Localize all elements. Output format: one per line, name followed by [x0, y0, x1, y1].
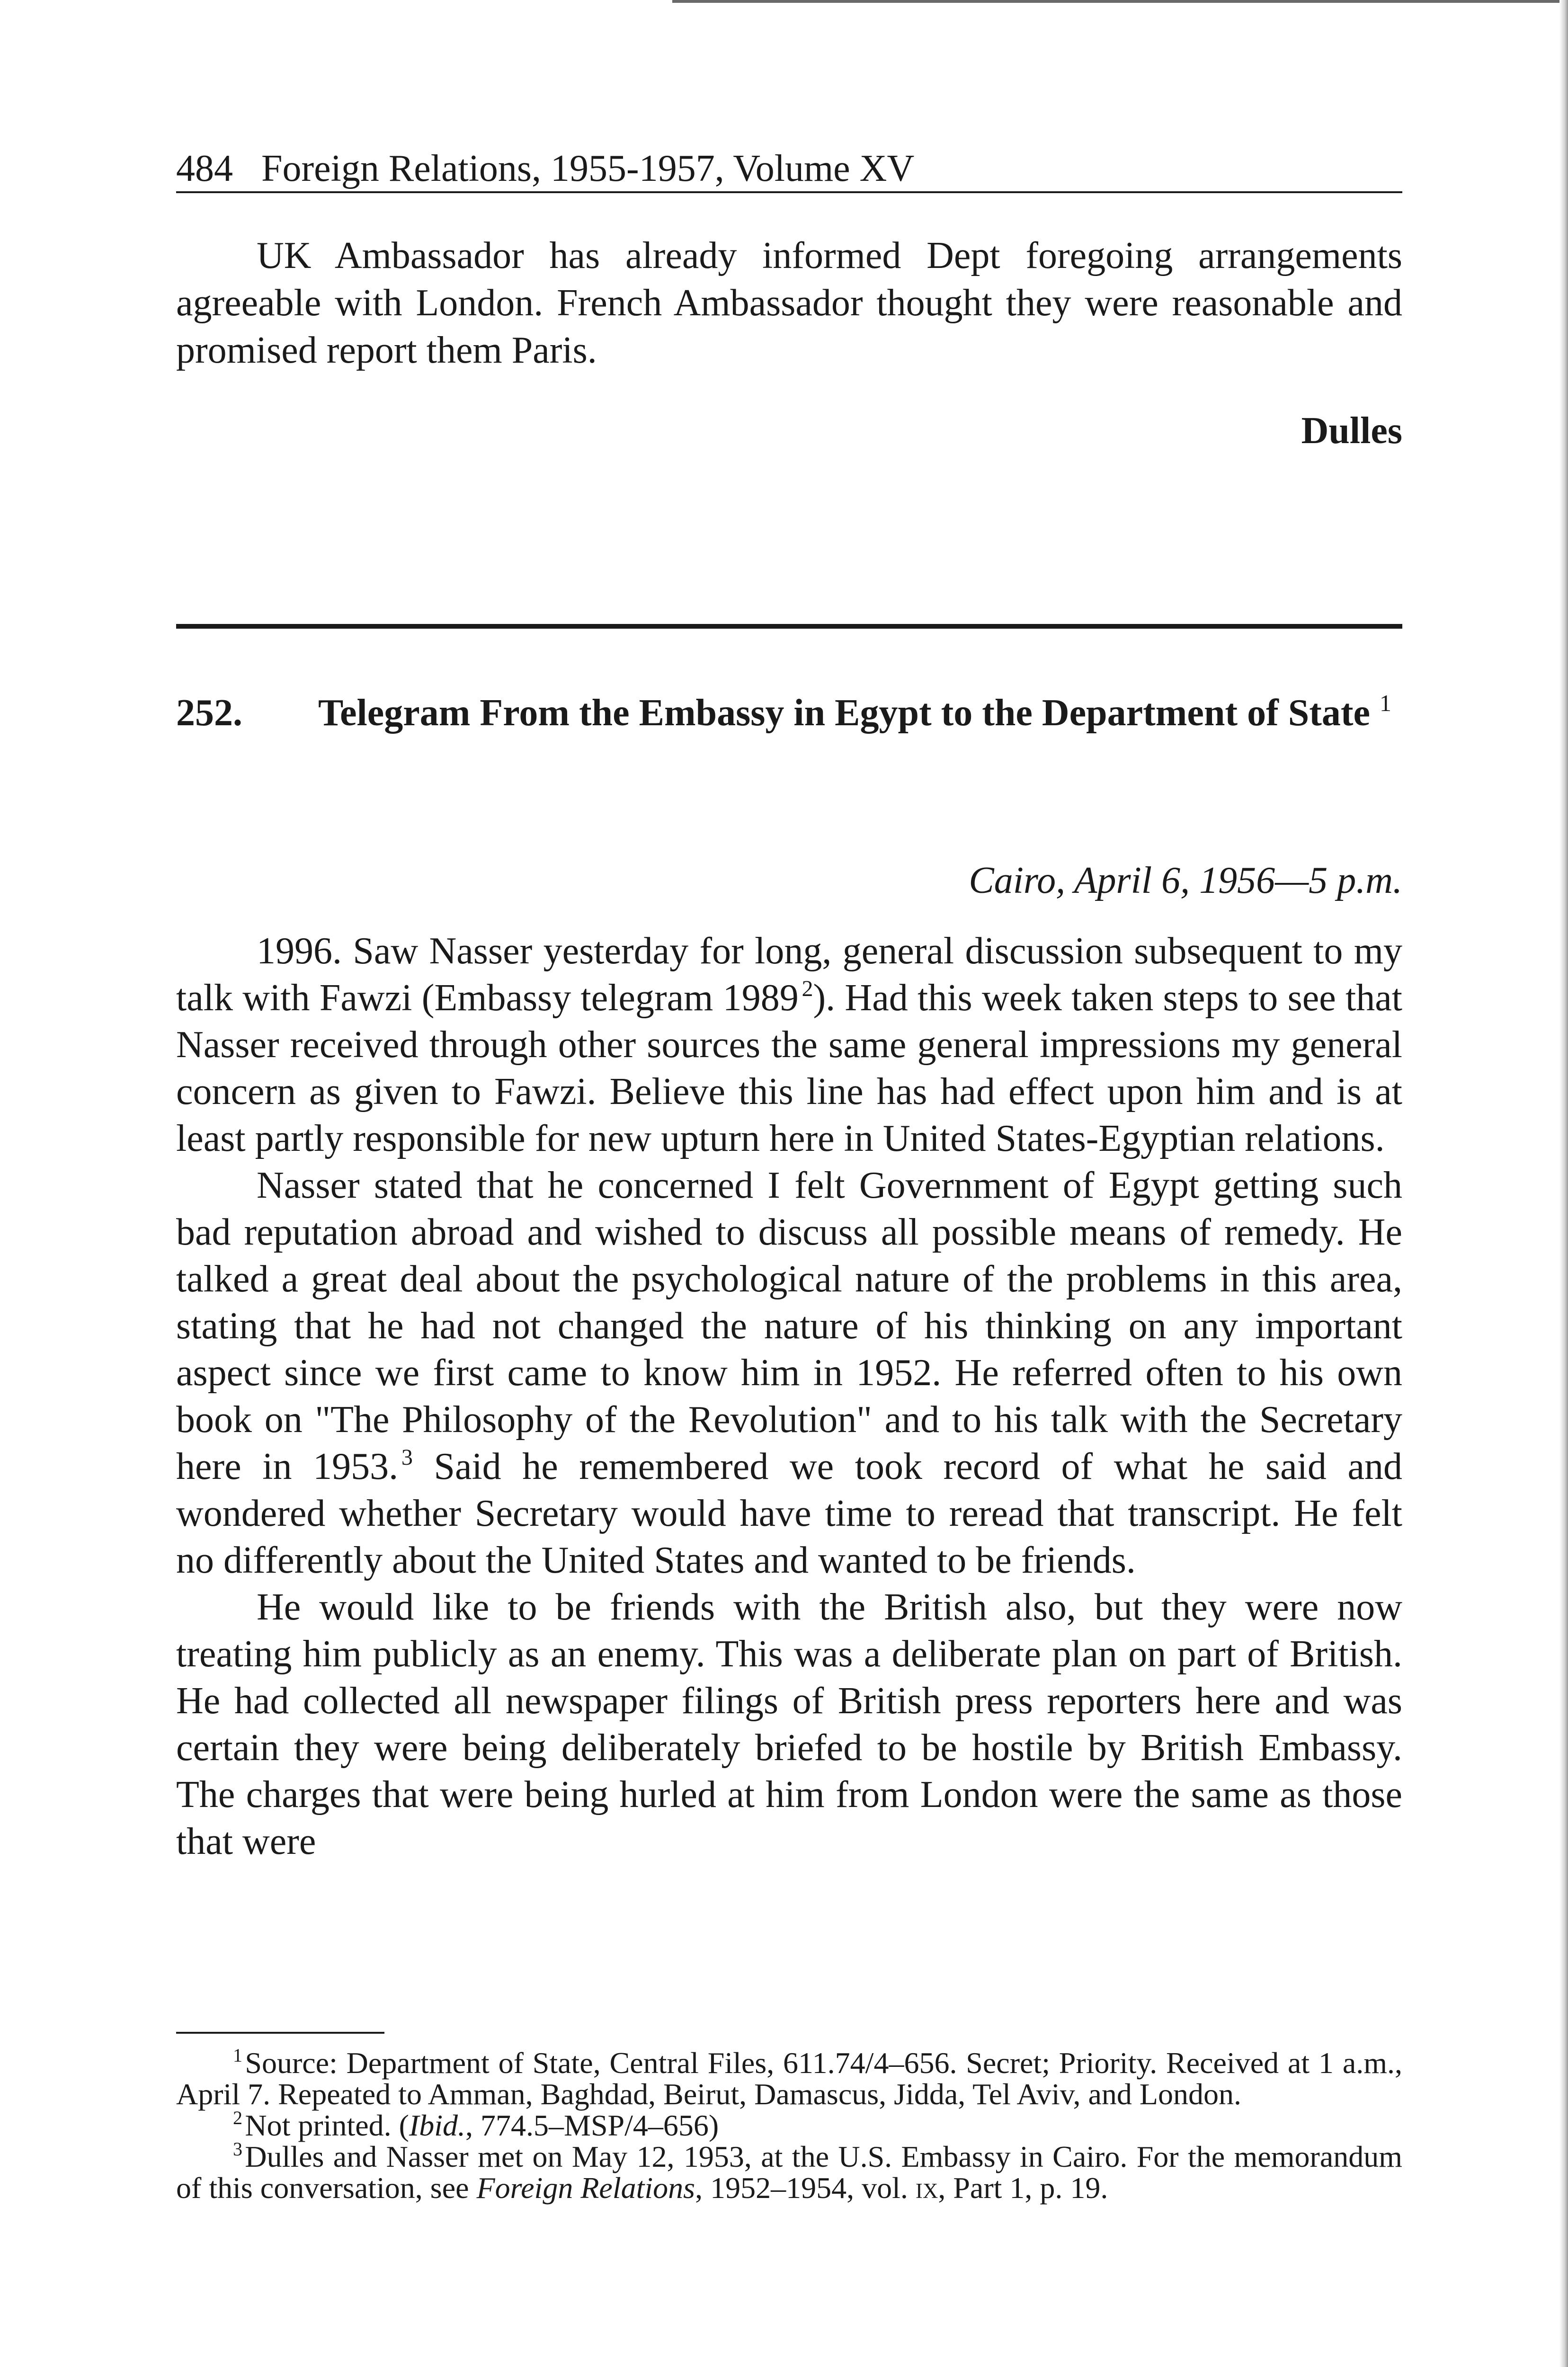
- running-title: Foreign Relations, 1955-1957, Volume XV: [261, 148, 915, 189]
- paragraph-3: He would like to be friends with the British also, but they were now treating him publicly as an enemy. This was a deliberate plan on part of British. He had collected all newspaper filings of British press reporters here and was certain they were being deliberately briefed to be hostile by British Embassy. The charges that were being hurled at him from London were the same as those that were: [176, 1586, 1402, 1862]
- footnote-1-text: Source: Department of State, Central Files, 611.74/4–656. Secret; Priority. Received at 1 a.m., April 7. Repeated to Amman, Baghdad, Beirut, Damascus, Jidda, Tel Aviv, and London.: [176, 2046, 1402, 2111]
- footnote-ref-3: 3: [401, 1445, 413, 1470]
- footnote-3-mark: 3: [233, 2138, 242, 2160]
- running-header: [176, 146, 1402, 193]
- telegram-body: [176, 928, 1402, 1865]
- document-number: 252.: [176, 692, 242, 734]
- continued-paragraph: UK Ambassador has already informed Dept foregoing arrangements agreeable with London. French Ambassador thought they were reasonable and promised report them Paris.: [176, 235, 1402, 371]
- paragraph-1-text-a: 1996. Saw Nasser yesterday for long, general discussion subsequent to my talk with Fawzi (Embassy telegram 1989: [176, 930, 1402, 1019]
- footnote-3-italic-title: Foreign Relations: [476, 2171, 695, 2205]
- footnote-1: [176, 2047, 1402, 2110]
- footnote-rule: [176, 2032, 384, 2034]
- paragraph-2-text-a: Nasser stated that he concerned I felt Government of Egypt getting such bad reputation abroad and wished to discuss all possible means of remedy. He talked a great deal about the psychological nature of the problems in this area, stating that he had not changed the nature of his thinking on any important aspect since we first came to know him in 1952. He referred often to his own book on "The Philosophy of the Revolution" and to his talk with the Secretary here in 1953.: [176, 1165, 1402, 1487]
- footnote-3: [176, 2138, 1402, 2205]
- footnote-3-text-a: Dulles and Nasser met on May 12, 1953, at the U.S. Embassy in Cairo. For the memorandum of this conversation, see: [176, 2140, 1402, 2205]
- footnote-2-text-a: Not printed. (: [245, 2109, 409, 2142]
- dateline: Cairo, April 6, 1956—5 p.m.: [969, 860, 1402, 901]
- document-title-text: Telegram From the Embassy in Egypt to the Department of State: [318, 692, 1370, 734]
- scan-edge-right: [1559, 0, 1568, 2367]
- footnote-2-mark: 2: [233, 2107, 242, 2128]
- signature: Dulles: [1301, 410, 1402, 452]
- page-number: 484: [176, 148, 233, 189]
- footnote-ref-1: 1: [1380, 690, 1391, 716]
- footnote-3-volume: ix: [915, 2171, 938, 2205]
- paragraph-2-text-b: Said he remembered we took record of what he said and wondered whether Secretary would have time to reread that transcript. He felt no differently about the United States and wanted to be friends.: [176, 1446, 1402, 1581]
- footnote-2: [176, 2107, 1402, 2142]
- footnotes: [176, 2047, 1402, 2204]
- scan-edge-top: [672, 0, 1568, 3]
- footnote-2-ibid: Ibid.: [409, 2109, 466, 2142]
- paragraph-1: [176, 928, 1402, 1162]
- section-rule: [176, 624, 1402, 629]
- paragraph-2: [176, 1162, 1402, 1584]
- document-title: [318, 690, 1402, 736]
- footnote-ref-2: 2: [802, 976, 813, 1001]
- paragraph-1-text-b: ). Had this week taken steps to see that Nasser received through other sources the same general impressions my general concern as given to Fawzi. Believe this line has had effect upon him and is at least partly responsible for new upturn here in United States-Egyptian relations.: [176, 977, 1403, 1159]
- footnote-1-mark: 1: [233, 2045, 242, 2066]
- footnote-3-text-c: , Part 1, p. 19.: [938, 2171, 1108, 2205]
- footnote-2-text-b: , 774.5–MSP/4–656): [465, 2109, 719, 2142]
- footnote-3-text-b: , 1952–1954, vol.: [695, 2171, 916, 2205]
